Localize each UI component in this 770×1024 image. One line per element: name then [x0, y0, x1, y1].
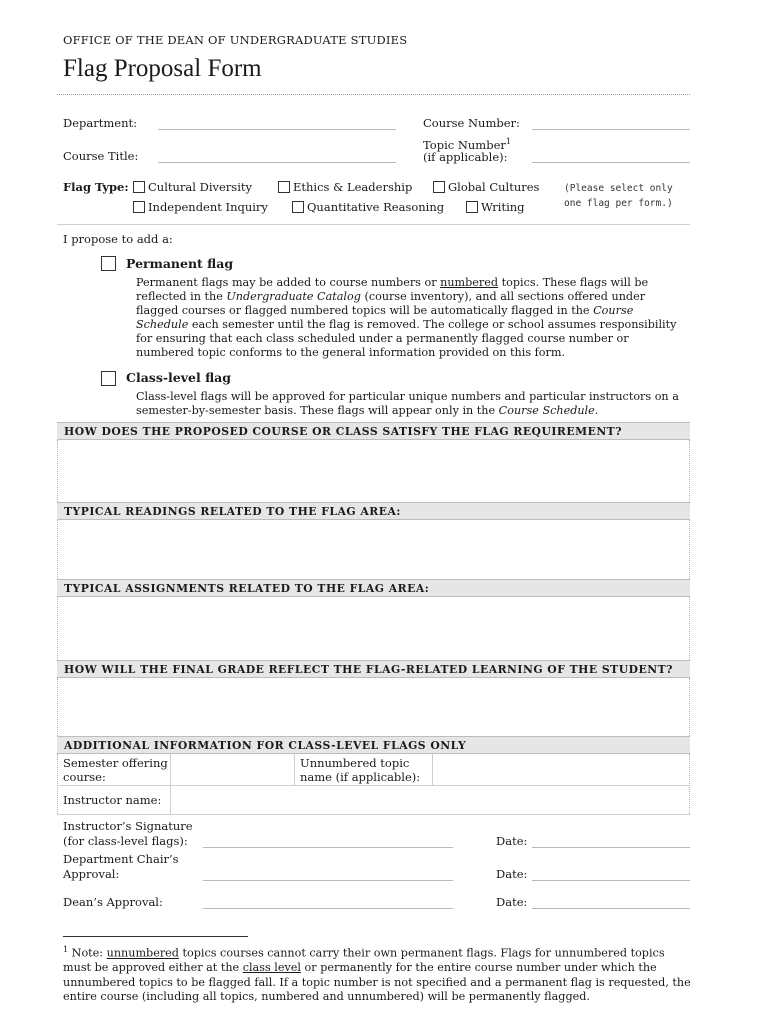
topic-number-label: Topic Number$^1$ — [423, 137, 511, 152]
flag-option-independent-inquiry[interactable]: Independent Inquiry — [133, 200, 268, 214]
instructor-signature-field[interactable] — [203, 847, 453, 848]
section-header-flag-requirement: HOW DOES THE PROPOSED COURSE OR CLASS SATISFY THE FLAG REQUIREMENT? — [57, 422, 690, 440]
dean-approval-label: Dean’s Approval: — [63, 895, 163, 909]
assignments-answer-box[interactable] — [57, 597, 690, 660]
office-heading: OFFICE OF THE DEAN OF UNDERGRADUATE STUDIES — [63, 33, 408, 47]
flag-type-label: Flag Type: — [63, 180, 129, 194]
topic-number-label-2: (if applicable): — [423, 150, 508, 164]
flag-option-cultural-diversity[interactable]: Cultural Diversity — [133, 180, 252, 194]
flag-option-global-cultures[interactable]: Global Cultures — [433, 180, 539, 194]
permanent-flag-title: Permanent flag — [126, 256, 234, 271]
department-label: Department: — [63, 116, 137, 130]
flag-note-line-1: (Please select only — [564, 183, 673, 194]
department-field[interactable] — [158, 129, 396, 130]
chair-approval-field[interactable] — [203, 880, 453, 881]
chair-approval-label: Department Chair’s — [63, 852, 179, 866]
unnumbered-topic-field[interactable] — [433, 755, 689, 785]
dean-date-field[interactable] — [532, 908, 690, 909]
class-level-flag-checkbox[interactable] — [101, 371, 116, 386]
dean-approval-field[interactable] — [203, 908, 453, 909]
dean-date-label: Date: — [496, 895, 528, 909]
table-bottom-border — [57, 814, 690, 815]
footnote-rule — [63, 936, 248, 937]
section-header-final-grade: HOW WILL THE FINAL GRADE REFLECT THE FLAG-RELATED LEARNING OF THE STUDENT? — [57, 660, 690, 678]
course-title-label: Course Title: — [63, 149, 139, 163]
class-level-flag-description: Class-level flags will be approved for particular unique numbers and particular instructors on a semester-by-semester basis. These flags will appear only in the Course Schedule. — [136, 390, 679, 417]
course-number-field[interactable] — [532, 129, 690, 130]
permanent-flag-checkbox[interactable] — [101, 256, 116, 271]
topic-number-field[interactable] — [532, 162, 690, 163]
flag-note-line-2: one flag per form.) — [564, 198, 673, 209]
unnumbered-topic-label-2: name (if applicable): — [300, 770, 421, 784]
chair-date-label: Date: — [496, 867, 528, 881]
semester-offering-label-2: course: — [63, 770, 106, 784]
semester-offering-label: Semester offering — [63, 756, 168, 770]
propose-intro: I propose to add a: — [63, 232, 173, 246]
final-grade-answer-box[interactable] — [57, 678, 690, 736]
instructor-signature-label-2: (for class-level flags): — [63, 834, 188, 848]
instructor-signature-label: Instructor’s Signature — [63, 819, 193, 833]
course-number-label: Course Number: — [423, 116, 520, 130]
checkbox-icon[interactable] — [292, 201, 304, 213]
checkbox-icon[interactable] — [466, 201, 478, 213]
table-divider — [294, 754, 295, 785]
class-level-flag-title: Class-level flag — [126, 370, 232, 385]
chair-approval-label-2: Approval: — [63, 867, 120, 881]
instructor-date-label: Date: — [496, 834, 528, 848]
section-header-assignments: TYPICAL ASSIGNMENTS RELATED TO THE FLAG AREA: — [57, 579, 690, 597]
checkbox-icon[interactable] — [133, 201, 145, 213]
instructor-date-field[interactable] — [532, 847, 690, 848]
checkbox-icon[interactable] — [278, 181, 290, 193]
readings-answer-box[interactable] — [57, 520, 690, 579]
flag-option-writing[interactable]: Writing — [466, 200, 525, 214]
checkbox-icon[interactable] — [133, 181, 145, 193]
instructor-name-label: Instructor name: — [63, 793, 162, 807]
flag-requirement-answer-box[interactable] — [57, 440, 690, 502]
unnumbered-topic-label: Unnumbered topic — [300, 756, 410, 770]
section-header-readings: TYPICAL READINGS RELATED TO THE FLAG AREA: — [57, 502, 690, 520]
chair-date-field[interactable] — [532, 880, 690, 881]
course-title-field[interactable] — [158, 162, 396, 163]
checkbox-icon[interactable] — [433, 181, 445, 193]
page-title: Flag Proposal Form — [63, 55, 262, 82]
flag-option-quantitative-reasoning[interactable]: Quantitative Reasoning — [292, 200, 444, 214]
title-divider — [57, 94, 690, 95]
section-header-class-level-info: ADDITIONAL INFORMATION FOR CLASS-LEVEL FLAGS ONLY — [57, 736, 690, 754]
flag-divider — [57, 224, 690, 225]
permanent-flag-description: Permanent flags may be added to course numbers or numbered topics. These flags will be reflected in the Undergraduate Catalog (course inventory), and all sections offered under flagged courses or flagged numbered topics will be automatically flagged in the Course Schedule each semester until the flag is removed. The college or school assumes responsibility for ensuring that each class scheduled under a permanently flagged course number or numbered topic conforms to the general information provided on this form. — [136, 276, 677, 359]
semester-offering-field[interactable] — [171, 755, 294, 785]
instructor-name-field[interactable] — [171, 786, 689, 813]
flag-option-ethics-leadership[interactable]: Ethics & Leadership — [278, 180, 412, 194]
footnote: $^1$ Note: unnumbered topics courses cannot carry their own permanent flags. Flags for unnumbered topics must be approved either at the class level or permanently for the entire course number under which the unnumbered topics to be flagged fall. If a topic number is not specified and a permanent flag is requested, the entire course (including all topics, numbered and unnumbered) will be permanently flagged. — [63, 945, 691, 1004]
